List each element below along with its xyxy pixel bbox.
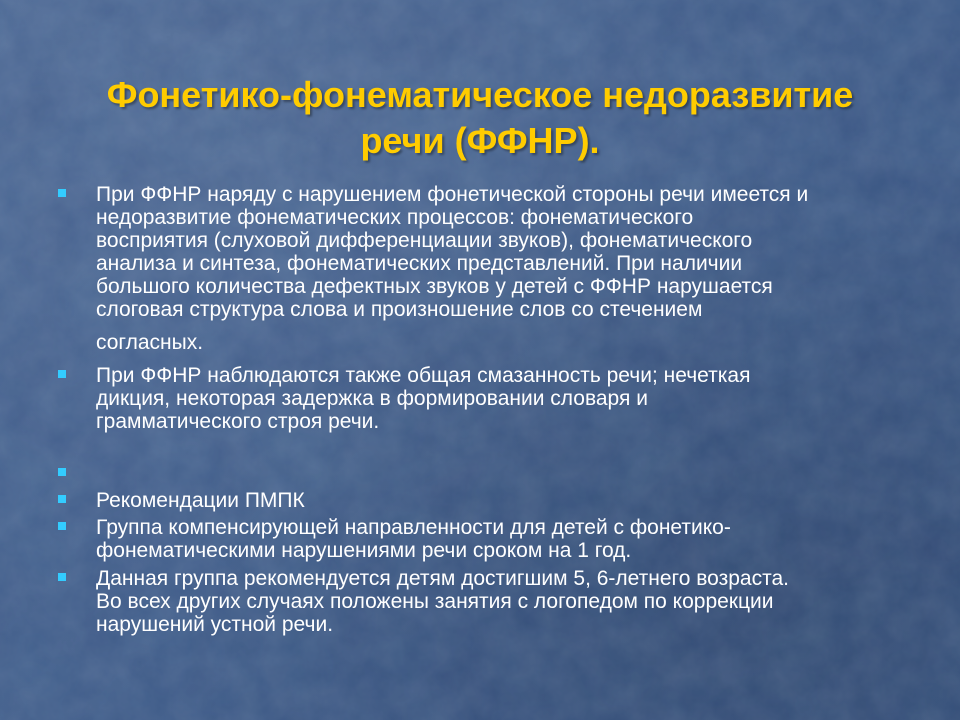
bullet-square-icon bbox=[58, 495, 66, 503]
slide-title bbox=[40, 72, 920, 164]
bullet-text-1 bbox=[96, 183, 896, 354]
bullet-1-line: согласных. bbox=[96, 331, 204, 354]
bullet-square-icon bbox=[58, 522, 66, 530]
bullet-6-line: Данная группа рекомендуется детям достигшим 5, 6-летнего возраста. bbox=[96, 567, 789, 590]
bullet-square-icon bbox=[58, 468, 66, 476]
bullet-1-line: большого количества дефектных звуков у детей с ФФНР нарушается bbox=[96, 275, 773, 298]
bullet-text-5 bbox=[96, 516, 896, 562]
bullet-2-line: При ФФНР наблюдаются также общая смазанность речи; нечеткая bbox=[96, 364, 751, 387]
bullet-text-2 bbox=[96, 364, 896, 433]
bullet-1-line: слоговая структура слова и произношение слов со стечением bbox=[96, 298, 703, 321]
bullet-1-line: При ФФНР наряду с нарушением фонетической стороны речи имеется и bbox=[96, 183, 809, 206]
bullet-text-6 bbox=[96, 567, 896, 636]
bullet-4-line: Рекомендации ПМПК bbox=[96, 489, 305, 512]
bullet-5-line: Группа компенсирующей направленности для детей с фонетико- bbox=[96, 516, 731, 539]
bullet-2-line: грамматического строя речи. bbox=[96, 410, 380, 433]
bullet-square-icon bbox=[58, 370, 66, 378]
bullet-6-line: нарушений устной речи. bbox=[96, 613, 334, 636]
bullet-2-line: дикция, некоторая задержка в формировании словаря и bbox=[96, 387, 648, 410]
bullet-square-icon bbox=[58, 189, 66, 197]
title-line-2: речи (ФФНР). bbox=[360, 120, 600, 161]
bullet-square-icon bbox=[58, 573, 66, 581]
bullet-1-line: анализа и синтеза, фонематических представлений. При наличии bbox=[96, 252, 743, 275]
bullet-6-line: Во всех других случаях положены занятия с логопедом по коррекции bbox=[96, 590, 774, 613]
bullet-1-line: восприятия (слуховой дифференциации звуков), фонематического bbox=[96, 229, 753, 252]
bullet-text-4 bbox=[96, 489, 896, 512]
title-line-1: Фонетико-фонематическое недоразвитие bbox=[106, 74, 854, 115]
bullet-1-line: недоразвитие фонематических процессов: фонематического bbox=[96, 206, 694, 229]
bullet-5-line: фонематическими нарушениями речи сроком на 1 год. bbox=[96, 539, 632, 562]
